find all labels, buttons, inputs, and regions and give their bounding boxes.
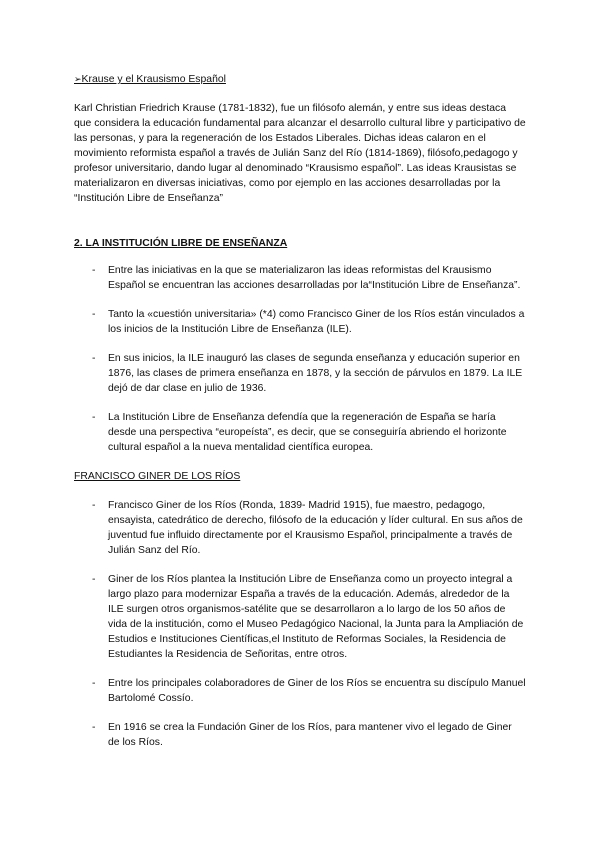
- intro-paragraph: Karl Christian Friedrich Krause (1781-1832), fue un filósofo alemán, y entre sus ideas destaca que considera la educación fundamental para alcanzar el desarrollo cultural libre y participativo de las personas, y para la regeneración de los Estados Liberales. Dichas ideas calaron en el movimiento reformista español a través de Julián Sanz del Río (1814-1869), filósofo,pedagogo y profesor universitario, dando lugar al denominado “Krausismo español”. Las ideas Krausistas se materializaron en diversas iniciativas, como por ejemplo en las acciones desarrolladas por la “Institución Libre de Enseñanza”: [74, 103, 526, 204]
- arrow-bullet-icon: ➢: [74, 75, 82, 85]
- intro-heading-text: Krause y el Krausismo Español: [81, 74, 226, 85]
- list-item: [74, 720, 526, 750]
- dash-bullet: -: [92, 722, 96, 733]
- list-item: [74, 572, 526, 662]
- list-item: [74, 410, 526, 455]
- dash-bullet: -: [92, 353, 96, 364]
- list-item-text: Giner de los Ríos plantea la Institución Libre de Enseñanza como un proyecto integral a largo plazo para modernizar España a través de la educación. Además, alrededor de la ILE surgen otros organismos-satélite que se desarrollaron a lo largo de los 50 años de vida de la institución, como el Museo Pedagógico Nacional, la Junta para la Ampliación de Estudios e Instituciones Científicas,el Instituto de Reformas Sociales, la Residencia de Estudiantes la Residencia de Señoritas, entre otros.: [108, 574, 524, 660]
- dash-bullet: -: [92, 678, 96, 689]
- dash-bullet: -: [92, 574, 96, 585]
- section-2-heading: 2. LA INSTITUCIÓN LIBRE DE ENSEÑANZA: [74, 238, 288, 249]
- list-item-text: Entre las iniciativas en la que se materializaron las ideas reformistas del Krausismo Español se encuentran las acciones desarrolladas por la“Institución Libre de Enseñanza”.: [108, 265, 521, 291]
- list-item-text: La Institución Libre de Enseñanza defendía que la regeneración de España se haría desde una perspectiva “europeísta”, es decir, que se conseguiría abriendo el horizonte cultural español a la nueva mentalidad científica europea.: [108, 412, 507, 453]
- section-2-list: [74, 263, 526, 455]
- dash-bullet: -: [92, 500, 96, 511]
- dash-bullet: -: [92, 309, 96, 320]
- list-item: [74, 676, 526, 706]
- giner-list: [74, 498, 526, 750]
- list-item-text: Tanto la «cuestión universitaria» (*4) como Francisco Giner de los Ríos están vinculados a los inicios de la Institución Libre de Enseñanza (ILE).: [108, 309, 525, 335]
- list-item: [74, 263, 526, 293]
- document-page: [74, 72, 526, 750]
- dash-bullet: -: [92, 412, 96, 423]
- list-item-text: Entre los principales colaboradores de Giner de los Ríos se encuentra su discípulo Manuel Bartolomé Cossío.: [108, 678, 526, 704]
- giner-heading: FRANCISCO GINER DE LOS RÍOS: [74, 471, 241, 482]
- list-item-text: En sus inicios, la ILE inauguró las clases de segunda enseñanza y educación superior en 1876, las clases de primera enseñanza en 1878, y la sección de párvulos en 1879. La ILE dejó de dar clase en julio de 1936.: [108, 353, 523, 394]
- intro-heading: [74, 72, 526, 88]
- list-item: [74, 307, 526, 337]
- list-item: [74, 498, 526, 558]
- list-item-text: Francisco Giner de los Ríos (Ronda, 1839- Madrid 1915), fue maestro, pedagogo, ensayista, catedrático de derecho, filósofo de la educación y líder cultural. En sus años de juventud fue influido directamente por el Krausismo Español, principalmente a través de Julián Sanz del Río.: [108, 500, 523, 556]
- list-item: [74, 351, 526, 396]
- list-item-text: En 1916 se crea la Fundación Giner de los Ríos, para mantener vivo el legado de Giner de los Ríos.: [108, 722, 512, 748]
- dash-bullet: -: [92, 265, 96, 276]
